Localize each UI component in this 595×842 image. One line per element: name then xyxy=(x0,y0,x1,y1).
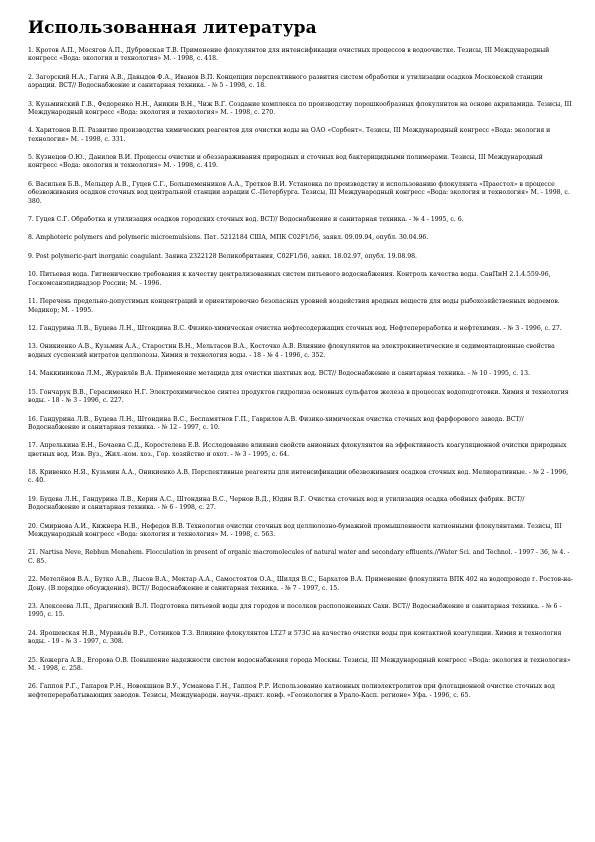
reference-item: 1. Кротов А.П., Мосягов А.П., Дубровская Т.В. Применение флокулянтов для интенсификации очистных процессов в водоочистке. Тезисы, III Международный конгресс «Вода: экология и технология» М. - 1998, с. 418. xyxy=(28,47,550,63)
reference-item: 2. Загорский Н.А., Гагин А.В., Давыдов Ф.А., Иванов В.П. Концепция перспективного развития систем обработки и утилизации осадков Московской станции аэрации. ВСТ// Водоснабжение и санитарная техника. - № 5 - 1998, с. 18. xyxy=(28,73,543,90)
reference-item: 6. Васильев Б.В., Мельцер А.В., Гуцев С.Г., Большеменников А.А., Третков В.И. Установка по производству и использованию флокулянта «Праестол» в процессе обезвоживания осадков сточных вод центральной станции аэрации С.-Петербурга. Тезисы, III Международный конгресс «Вода: экология и технология» М. - 1998, с. 380. xyxy=(28,180,570,205)
reference-item: 13. Оникиенко А.В., Кузьмин А.А., Старостин В.Н., Мельтасов В.А., Косточко А.В. Влияние флокулянтов на электрокинетические и седиментационные свойства водных суспензий нитратов целлюлозы. Химия и технология воды. - 18 - № 4 - 1996, с. 352. xyxy=(28,343,555,359)
reference-item: 10. Питьевая вода. Гигиенические требования к качеству централизованных систем питьевого водоснабжения. Контроль качества воды. СанПиН 2.1.4.559-96, Госкомсанэпиднадзор России; М. - 1996. xyxy=(28,271,551,287)
reference-item: 8. Amphoteric polymers and polymeric microemulsions. Пат. 5212184 США, МПК C02F1/56, заявл. 09.09.94, опубл. 30.04.96. xyxy=(28,234,429,242)
reference-item: 15. Гончарук В.В., Герасименко Н.Г. Электрохимическое синтез продуктов гидролиза основных сульфатов железа в процессах водоподготовки. Химия и технология воды. - 18 - № 3 - 1996, с. 227. xyxy=(28,388,569,405)
reference-item: 23. Алексеева Л.П., Драгинский В.Л. Подготовка питьевой воды для городов и поселков расположенных Сахи. ВСТ// Водоснабжение и санитарная техника. - № 6 - 1995, с. 15. xyxy=(28,603,562,619)
reference-item: 4. Харитонов В.П. Развитие производства химических реагентов для очистки воды на ОАО «Сорбент». Тезисы, III Международный конгресс «Вода: экология и технология» М. - 1998, с. 331. xyxy=(28,127,551,143)
reference-item: 11. Перечень предельно-допустимых концентраций и ориентировочно безопасных уровней воздействия вредных веществ для воды рыбохозяйственных водоемов. Медикор; М. - 1995. xyxy=(28,298,560,314)
reference-item: 9. Post polymeric-part inorganic coagulant. Заявка 2322128 Великобритания, C02F1/56, заявл. 18.02.97, опубл. 19.08.98. xyxy=(28,252,417,260)
reference-item: 24. Ярошевская Н.В., Муравьёв В.Р., Сотников Т.З. Влияние флокулянтов LT27 и 573C на качество очистки воды при контактной коагуляции. Химия и технология воды. - 19 - № 3 - 1997, с. 308. xyxy=(28,629,562,646)
reference-item: 7. Гуцев С.Г. Обработка и утилизация осадков городских сточных вод. ВСТ// Водоснабжение и санитарная техника. - № 4 - 1995, с. 6. xyxy=(28,215,464,223)
reference-item: 26. Гаппоя Р.Г., Гапаров Р.Н., Новокшнов В.У., Усманова Г.Н., Гаппоя Р.Р. Использование катионных полиэлектролитов при флотационной очистке сточных вод нефтеперерабатывающих заводов. Тезисы, Международн. научн.-практ. конф. «Геоэкология в Урало-Касп. регионе» Уфа. - 1996, с. 65. xyxy=(28,683,555,699)
reference-item: 5. Кузнецов О.Ю., Данилов В.И. Процессы очистки и обеззараживания природных и сточных вод бактерицидными полимерами. Тезисы, III Международный конгресс «Вода: экология и технология» М. - 1998, с. 419. xyxy=(28,154,543,170)
reference-item: 3. Кузьминский Г.В., Федоренко Н.Н., Аникин В.Н., Чиж В.Г. Создание комплекса по производству порошкообразных флокулянтов на основе акриламида. Тезисы, III Международный конгресс «Вода: экология и технология» М. - 1998, с. 270. xyxy=(28,100,572,116)
reference-item: 17. Апрелькина Е.Н., Бочаева С.Д., Коростелева Е.В. Исследование влияния свойств анионных флокулянтов на эффективность коагуляционной очистки природных цветных вод. Изв. Вуз., Жил.-ком. хоз., Гор. хозяйство и охот. - № 3 - 1995, с. 64. xyxy=(28,442,567,458)
reference-list xyxy=(28,47,573,700)
reference-item: 14. Маккиникова Л.М., Журавлёв В.А. Применение метацида для очистки шахтных вод. ВСТ// Водоснабжение и санитарная техника. - № 10 - 1995, с. 13. xyxy=(28,370,530,378)
reference-item: 18. Кривенко Н.Я., Кузьмин А.А., Оникиенко А.В. Перспективные реагенты для интенсификации обезвоживания осадков сточных вод. Мелиоративные. - № 2 - 1996, с. 40. xyxy=(28,469,569,485)
reference-item: 12. Гандурина Л.В., Буцева Л.Н., Штондина В.С. Физико-химическая очистка нефтесодержащих сточных вод. Нефтепереработка и нефтехимия. - № 3 - 1996, с. 27. xyxy=(28,325,562,332)
reference-item: 25. Кожерга А.В., Егорова О.В. Повышение надежности систем водоснабжения города Москвы. Тезисы, III Международный конгресс «Вода: экология и технология» М. - 1998, с. 258. xyxy=(28,656,571,672)
reference-item: 22. Метелёнов В.А., Бутко А.В., Лысов В.А., Мектар А.А., Самостоятов О.А., Шилдя В.С., Бархатов В.А. Применение флокулянта ВПК 402 на водопроводе г. Ростов-на-Дону. (В порядке обсуждения). ВСТ// Водоснабжение и санитарная техника. - № 7 - 1997, с. 15. xyxy=(28,576,573,592)
page-title: Использованная литература xyxy=(28,18,317,38)
reference-item: 19. Буцева Л.Н., Гандурина Л.В., Керин А.С., Штондина В.С., Чернов В.Д., Юдин В.Г. Очистка сточных вод и утилизация осадка обойных фабрик. ВСТ// Водоснабжение и санитарная техника. - № 6 - 1998, с. 27. xyxy=(28,495,525,512)
reference-item: 20. Смирнова А.И., Кижнера Н.В., Нефедов В.В. Технология очистки сточных вод целлюлозно-бумажной промышленности катионными флокулянтами. Тезисы, III Международный конгресс «Вода: экология и технология» М. - 1998, с. 563. xyxy=(28,522,562,538)
reference-item: 16. Гандурина Л.В., Буцева Л.Н., Штондина В.С., Беспамятнов Г.П., Гаврилов А.В. Физико-химическая очистка сточных вод фарфорового завода. ВСТ// Водоснабжение и санитарная техника. - № 12 - 1997, с. 10. xyxy=(28,415,524,431)
reference-item: 21. Nartisa Neve, Rebhun Menahem. Flocculation in present of organic macromolecules of natural water and secondary effluents.//Water Sci. and Technol. - 1997 - 36, № 4. - C. 85. xyxy=(28,549,570,565)
